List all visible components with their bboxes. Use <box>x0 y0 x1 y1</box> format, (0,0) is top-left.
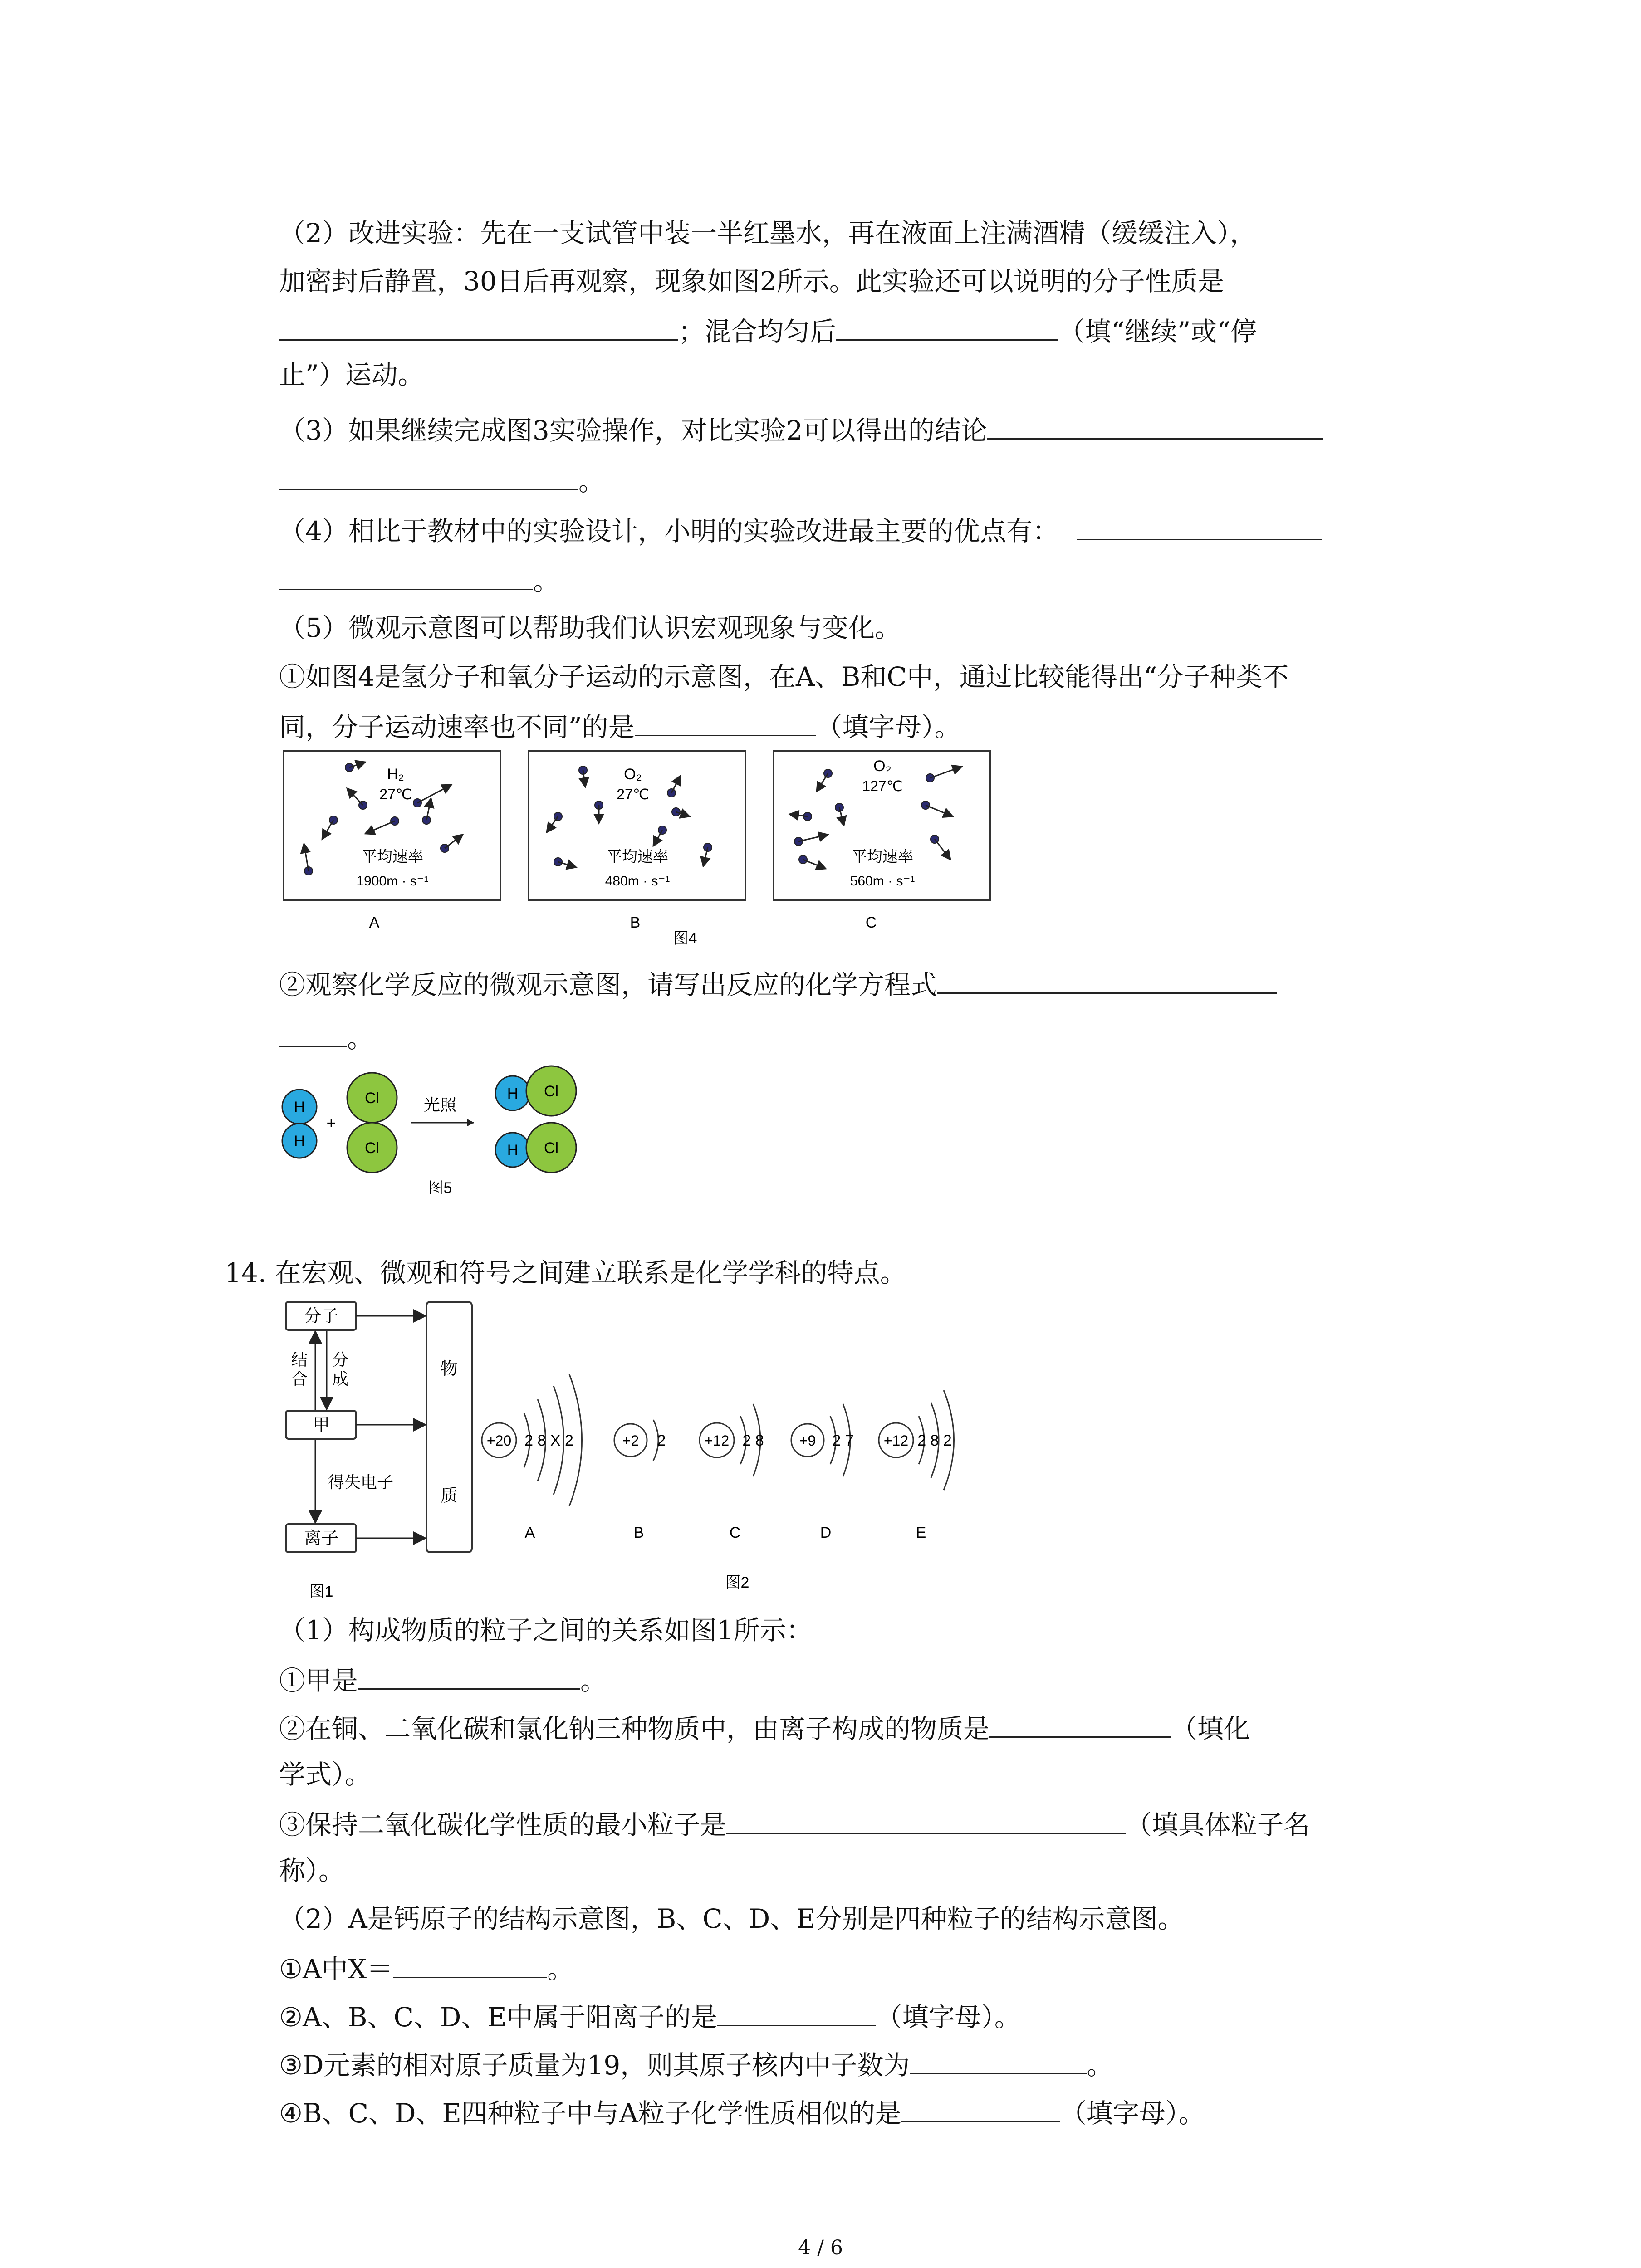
answer-blank[interactable] <box>279 562 533 590</box>
atom-e <box>879 1390 954 1541</box>
text: ②在铜、二氧化碳和氯化钠三种物质中，由离子构成的物质是 <box>279 1713 990 1744</box>
svg-text:2: 2 <box>657 1432 666 1449</box>
text: 称）。 <box>279 1855 345 1886</box>
figure-caption: 图5 <box>428 1179 452 1197</box>
temp-label: 27℃ <box>617 786 649 802</box>
svg-text:H: H <box>294 1133 305 1150</box>
q13-p5-q2-line2 <box>279 1020 373 1055</box>
answer-blank[interactable] <box>901 2095 1060 2122</box>
svg-text:2 8 X 2: 2 8 X 2 <box>524 1432 573 1449</box>
substance-char: 质 <box>440 1486 458 1505</box>
figure-caption: 图1 <box>309 1583 333 1600</box>
text: ；混合均匀后 <box>678 316 837 347</box>
electron-label: 得失电子 <box>328 1473 394 1491</box>
ion-box: 离子 <box>304 1529 339 1548</box>
figure-caption: 图4 <box>673 930 697 947</box>
svg-text:光照: 光照 <box>423 1095 457 1114</box>
q14-p2 <box>279 1902 1184 1935</box>
speed-label: 平均速率 <box>852 848 913 865</box>
text: 。 <box>533 566 560 596</box>
q13-p3-line1 <box>279 412 1323 447</box>
svg-text:2 8: 2 8 <box>742 1432 764 1449</box>
answer-blank[interactable] <box>279 463 578 490</box>
panel-letter: A <box>369 914 380 931</box>
svg-text:H: H <box>507 1085 519 1102</box>
atom-c <box>700 1404 764 1541</box>
q13-p5-q1-line2 <box>279 709 961 743</box>
text: ③保持二氧化碳化学性质的最小粒子是 <box>279 1809 727 1840</box>
svg-text:Cl: Cl <box>544 1139 559 1157</box>
fig4-panel-c <box>774 751 990 931</box>
svg-text:+9: +9 <box>799 1432 816 1449</box>
text: 。 <box>347 1023 374 1054</box>
text: （填化 <box>1171 1713 1250 1744</box>
text: ④B、C、D、E四种粒子中与A粒子化学性质相似的是 <box>279 2098 901 2129</box>
q13-p3-line2 <box>279 463 605 498</box>
svg-text:2 8 2: 2 8 2 <box>917 1432 952 1449</box>
text: ①甲是 <box>279 1665 358 1696</box>
gas-label: O₂ <box>873 758 892 775</box>
text: 14. 在宏观、微观和符号之间建立联系是化学学科的特点。 <box>225 1257 906 1288</box>
text: （填字母）。 <box>876 2002 1021 2033</box>
gas-label: H₂ <box>387 766 404 783</box>
text: 同，分子运动速率也不同”的是 <box>279 712 635 743</box>
answer-blank[interactable] <box>358 1662 580 1690</box>
q14-p2-q4 <box>279 2095 1205 2130</box>
answer-blank[interactable] <box>717 1999 876 2026</box>
svg-text:A: A <box>524 1524 535 1541</box>
answer-blank[interactable] <box>635 709 816 736</box>
text: （填“继续”或“停 <box>1058 316 1257 347</box>
speed-label: 平均速率 <box>607 848 668 865</box>
svg-text:Cl: Cl <box>544 1083 559 1100</box>
text: （2）A是钙原子的结构示意图，B、C、D、E分别是四种粒子的结构示意图。 <box>279 1903 1184 1934</box>
q13-p4-line1 <box>279 513 1322 547</box>
q14-p2-q2 <box>279 1999 1021 2033</box>
text: （3）如果继续完成图3实验操作，对比实验2可以得出的结论 <box>279 415 987 446</box>
svg-text:Cl: Cl <box>364 1090 380 1107</box>
text: ①A中X＝ <box>279 1954 393 1984</box>
text: ①如图4是氢分子和氧分子运动的示意图，在A、B和C中，通过比较能得出“分子种类不 <box>279 661 1289 692</box>
svg-text:H: H <box>294 1099 305 1116</box>
svg-text:D: D <box>820 1524 832 1541</box>
q13-p2-line1 <box>279 217 1256 249</box>
q14-p1 <box>279 1614 813 1647</box>
svg-text:+12: +12 <box>883 1432 909 1449</box>
split-label: 分成 <box>332 1350 349 1388</box>
figure-2 <box>482 1374 954 1591</box>
q13-p2-line4 <box>279 358 424 391</box>
jia-box: 甲 <box>312 1416 330 1435</box>
text: （填字母）。 <box>816 712 961 743</box>
answer-blank[interactable] <box>987 412 1323 440</box>
atom-b <box>614 1420 666 1541</box>
atom-a <box>482 1374 582 1541</box>
svg-text:2 7: 2 7 <box>832 1432 854 1449</box>
page-number: 4 / 6 <box>798 2236 843 2259</box>
text: ③D元素的相对原子质量为19，则其原子核内中子数为 <box>279 2050 910 2081</box>
text: （2）改进实验：先在一支试管中装一半红墨水，再在液面上注满酒精（缓缓注入）， <box>279 218 1256 249</box>
text: 。 <box>547 1954 574 1984</box>
answer-blank[interactable] <box>1077 513 1322 540</box>
text: 加密封后静置，30日后再观察，现象如图2所示。此实验还可以说明的分子性质是 <box>279 266 1224 297</box>
text: ②观察化学反应的微观示意图，请写出反应的化学方程式 <box>279 969 937 1000</box>
q14-p1-q2-line2 <box>279 1758 371 1791</box>
q13-p4-line2 <box>279 562 559 597</box>
svg-text:H: H <box>507 1142 519 1159</box>
text: （5）微观示意图可以帮助我们认识宏观现象与变化。 <box>279 612 901 643</box>
q14-p1-q3-line1 <box>279 1806 1310 1841</box>
answer-blank[interactable] <box>937 966 1277 994</box>
text: 。 <box>1087 2050 1113 2081</box>
svg-text:+20: +20 <box>486 1432 512 1449</box>
text: （填字母）。 <box>1060 2098 1205 2129</box>
figure-1-and-2 <box>281 1297 980 1606</box>
q14-p2-q3 <box>279 2047 1113 2082</box>
q14-p2-q1 <box>279 1950 573 1985</box>
q13-p5-line1 <box>279 611 901 644</box>
text: ②A、B、C、D、E中属于阳离子的是 <box>279 2002 717 2033</box>
speed-value: 480m · s⁻¹ <box>605 874 670 889</box>
cl2-molecule <box>347 1073 397 1173</box>
text: 学式）。 <box>279 1759 372 1790</box>
q13-p5-q2-line1 <box>279 966 1277 1001</box>
q14-p1-q2-line1 <box>279 1710 1250 1745</box>
answer-blank[interactable] <box>393 1950 547 1978</box>
gas-label: O₂ <box>624 766 642 783</box>
text: （4）相比于教材中的实验设计，小明的实验改进最主要的优点有： <box>279 516 1059 547</box>
answer-blank[interactable] <box>726 1806 1126 1834</box>
reaction-arrow <box>411 1095 474 1126</box>
speed-value: 1900m · s⁻¹ <box>356 874 429 889</box>
text: 。 <box>580 1665 607 1696</box>
temp-label: 127℃ <box>862 778 903 794</box>
speed-value: 560m · s⁻¹ <box>850 874 915 889</box>
text: （填具体粒子名 <box>1126 1809 1310 1840</box>
figure-4 <box>281 748 998 948</box>
q14-p1-q3-line2 <box>279 1854 345 1887</box>
answer-blank[interactable] <box>279 313 678 341</box>
text: 。 <box>578 466 605 497</box>
fig4-panel-b <box>529 751 745 931</box>
plus-sign: + <box>326 1114 336 1132</box>
svg-text:+2: +2 <box>622 1432 639 1449</box>
fig4-panel-a <box>284 751 500 931</box>
temp-label: 27℃ <box>379 786 412 802</box>
figure-5 <box>272 1061 599 1202</box>
figure-1 <box>286 1302 472 1600</box>
answer-blank[interactable] <box>836 313 1058 341</box>
figure-caption: 图2 <box>725 1574 749 1591</box>
svg-text:Cl: Cl <box>364 1139 380 1157</box>
svg-text:+12: +12 <box>704 1432 730 1449</box>
molecule-box: 分子 <box>304 1307 339 1326</box>
h2-molecule <box>282 1090 317 1158</box>
svg-text:C: C <box>729 1524 741 1541</box>
text: （1）构成物质的粒子之间的关系如图1所示： <box>279 1615 813 1646</box>
svg-text:E: E <box>916 1524 926 1541</box>
substance-char: 物 <box>440 1359 458 1378</box>
q14-intro <box>225 1256 906 1289</box>
panel-letter: C <box>865 914 877 931</box>
answer-blank[interactable] <box>279 1020 347 1047</box>
text: 止”）运动。 <box>279 359 424 390</box>
atom-d <box>791 1404 854 1541</box>
q14-p1-q1 <box>279 1662 607 1697</box>
combine-label: 结合 <box>291 1350 308 1388</box>
hcl-molecules <box>495 1066 576 1173</box>
answer-blank[interactable] <box>989 1710 1171 1738</box>
q13-p2-line3 <box>279 313 1257 348</box>
answer-blank[interactable] <box>910 2047 1087 2074</box>
q13-p2-line2 <box>279 265 1224 298</box>
speed-label: 平均速率 <box>362 848 423 865</box>
panel-letter: B <box>630 914 641 931</box>
q13-p5-q1-line1 <box>279 660 1288 693</box>
svg-text:B: B <box>633 1524 644 1541</box>
